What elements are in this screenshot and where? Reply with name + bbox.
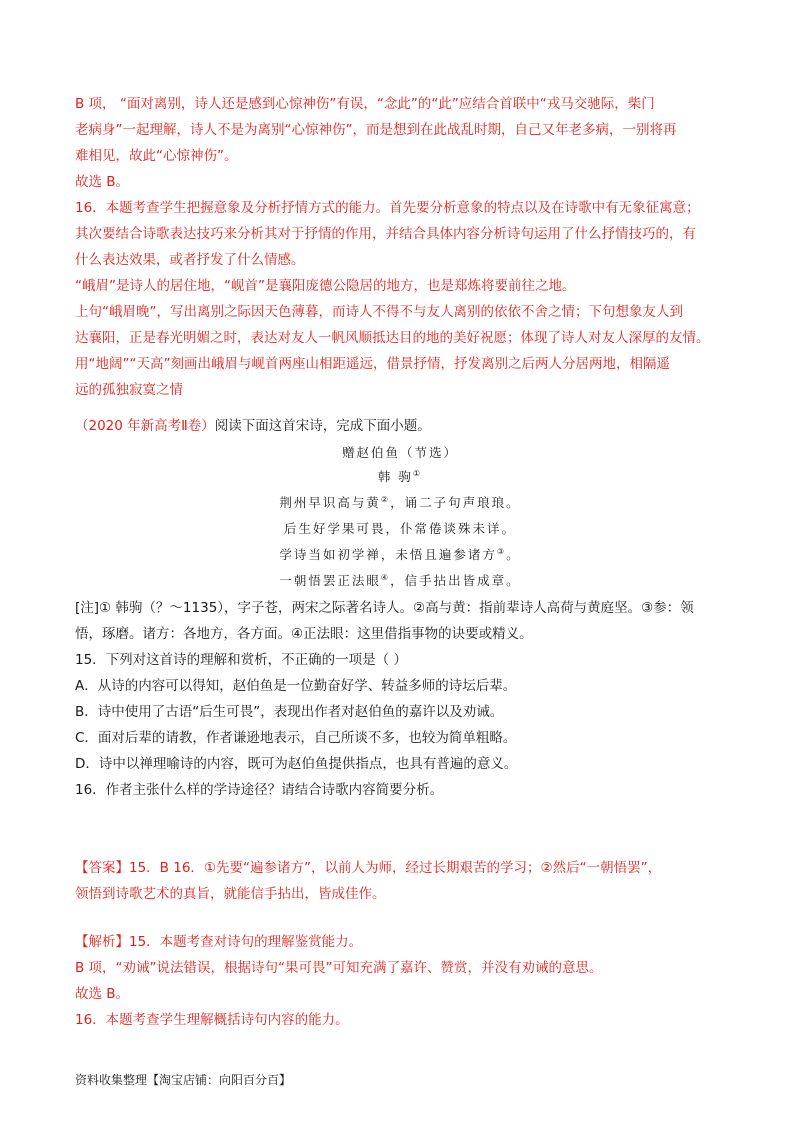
poem-line-text: 荆州早识高与黄: [279, 495, 381, 510]
poem-line: 后生好学果可畏，仆常倦谈殊未详。: [283, 521, 516, 536]
analysis-line: B 项， “面对离别，诗人还是感到心惊神伤”有误，“念此”的“此”应结合首联中“戎马交驰际，柴门: [75, 96, 655, 112]
analysis-line: 其次要结合诗歌表达技巧来分析其对于抒情的作用，并结合具体内容分析诗句运用了什么抒情技巧的，有: [75, 226, 696, 242]
poem-line-text: ，诵二子句声琅琅。: [390, 495, 521, 510]
analysis-line: B 项，“劝诫”说法错误，根据诗句“果可畏”可知充满了嘉许、赞赏，并没有劝诫的意思。: [75, 960, 603, 976]
poem-notes: 悟，琢磨。诸方：各地方，各方面。④正法眼：这里借指事物的诀要或精义。: [75, 626, 533, 642]
poem-line: [240, 546, 560, 564]
analysis-line: 故选 B。: [75, 174, 130, 190]
analysis-line: 用“地阔”“天高”刻画出峨眉与岘首两座山相距遥远，借景抒情，抒发离别之后两人分居两地，相隔遥: [75, 356, 670, 372]
analysis-line: 远的孤独寂寞之情: [75, 382, 183, 398]
answer-line: 领悟到诗歌艺术的真旨，就能信手拈出，皆成佳作。: [75, 886, 386, 902]
footnote-marker: ②: [380, 494, 391, 504]
analysis-line: 上句“峨眉晚”，写出离别之际因天色薄暮，而诗人不得不与友人离别的依依不舍之情；下句想象友人到: [75, 304, 683, 320]
option-b: B．诗中使用了古语“后生可畏”，表现出作者对赵伯鱼的嘉许以及劝诫。: [75, 704, 504, 720]
footnote-marker: ①: [412, 468, 423, 478]
analysis-line: 什么表达效果，或者抒发了什么情感。: [75, 252, 305, 268]
poem-line: [240, 494, 560, 512]
question-intro: [75, 416, 735, 436]
question-15: 15．下列对这首诗的理解和赏析，不正确的一项是（ ）: [75, 652, 407, 668]
option-d: D．诗中以禅理喻诗的内容，既可为赵伯鱼提供指点，也具有普遍的意义。: [75, 756, 518, 772]
analysis-line: 【解析】15．本题考查对诗句的理解鉴赏能力。: [75, 934, 363, 950]
footnote-marker: ③: [496, 546, 507, 556]
poem-line: [240, 572, 560, 590]
question-16: 16．作者主张什么样的学诗途径？请结合诗歌内容简要分析。: [75, 782, 444, 798]
instruction-text: 阅读下面这首宋诗，完成下面小题。: [214, 418, 431, 434]
poem-notes: [注]① 韩驹（？～1135），字子苍，两宋之际著名诗人。②高与黄：指前辈诗人高荷与黄庭坚。③参：领: [75, 600, 694, 616]
option-a: A．从诗的内容可以得知，赵伯鱼是一位勤奋好学、转益多师的诗坛后辈。: [75, 678, 517, 694]
option-c: C．面对后辈的请教，作者谦逊地表示，自己所谈不多，也较为简单粗略。: [75, 730, 517, 746]
poem-author: [240, 468, 560, 486]
answer-line: 【答案】15．B 16．①先要“遍参诸方”，以前人为师，经过长期艰苦的学习；②然后“一朝悟罢”，: [75, 860, 662, 876]
footnote-marker: ④: [380, 572, 391, 582]
analysis-line: 16．本题考查学生把握意象及分析抒情方式的能力。首先要分析意象的特点以及在诗歌中有无象征寓意；: [75, 200, 700, 216]
poem-title: 赠赵伯鱼（节选）: [341, 445, 458, 460]
exam-source: （2020 年新高考Ⅱ卷）: [75, 418, 215, 434]
page-footer: 资料收集整理【淘宝店铺：向阳百分百】: [75, 1073, 292, 1087]
analysis-line: 达襄阳，正是春光明媚之时，表达对友人一帆风顺抵达目的地的美好祝愿；体现了诗人对友人深厚的友情。: [75, 330, 710, 346]
poem-line-text: 。: [506, 547, 521, 562]
analysis-line: 16．本题考查学生理解概括诗句内容的能力。: [75, 1012, 349, 1028]
poem-line-text: ，信手拈出皆成章。: [390, 573, 521, 588]
poem-line-text: 学诗当如初学禅，未悟且遍参诸方: [279, 547, 497, 562]
author-name: 韩 驹: [377, 469, 413, 484]
analysis-line: 老病身”一起理解，诗人不是为离别“心惊神伤”，而是想到在此战乱时期，自己又年老多病，一别将再: [75, 122, 677, 138]
analysis-line: 难相见，故此“心惊神伤”。: [75, 148, 238, 164]
poem-line-text: 一朝悟罢正法眼: [279, 573, 381, 588]
analysis-line: 故选 B。: [75, 986, 130, 1002]
analysis-line: “峨眉”是诗人的居住地，“岘首”是襄阳庞德公隐居的地方，也是郑炼将要前往之地。: [75, 278, 576, 294]
